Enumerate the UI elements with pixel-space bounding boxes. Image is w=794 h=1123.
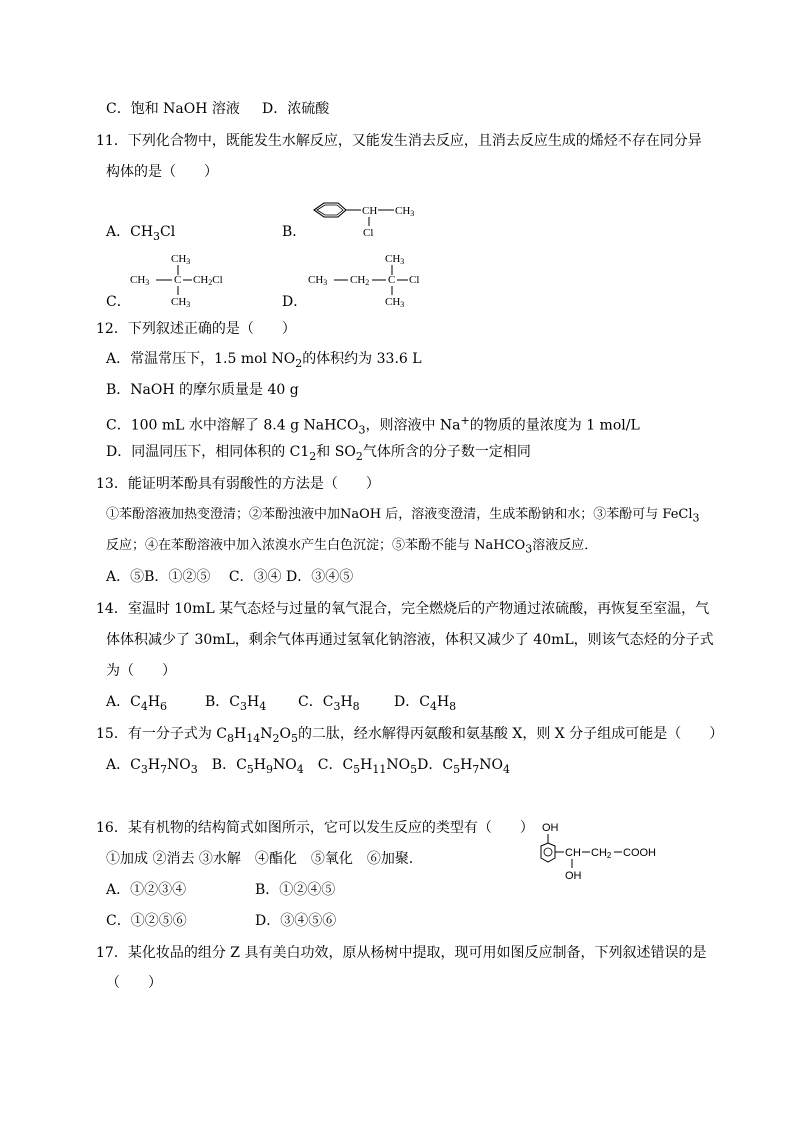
q11-option-a: A．$CH_3Cl$: [106, 224, 176, 243]
q16-structure: [528, 818, 658, 886]
q12-option-a: A．常温常压下，1.5 mol $NO_2$的体积约为 33.6 L: [106, 351, 422, 370]
q11-option-c-label: C．: [106, 294, 131, 310]
svg-text:C: C: [174, 274, 182, 286]
q14-option-b: B．$C_3H_4$: [205, 694, 267, 713]
svg-text:CH2Cl: CH2Cl: [193, 274, 223, 287]
svg-text:CH2: CH2: [591, 847, 612, 860]
q12-option-b: B．NaOH 的摩尔质量是 40 g: [106, 382, 299, 398]
q11-structure-b: [306, 196, 426, 242]
q16-option-b: B．①②④⑤: [255, 882, 336, 898]
q12-option-c: C．100 mL 水中溶解了 8.4 g NaHCO$_3$，则溶液中 Na+的物质的量浓度为 1 mol/L: [106, 414, 640, 437]
q11-structure-d: [308, 250, 423, 308]
svg-text:OH: OH: [542, 822, 559, 834]
svg-text:CH: CH: [565, 847, 581, 859]
svg-text:CH2: CH2: [350, 274, 370, 287]
svg-text:CH3: CH3: [385, 296, 405, 308]
q16-option-c: C．①②⑤⑥: [106, 913, 187, 929]
q14-stem-end: 为（ ）: [106, 663, 176, 679]
q16-option-a: A．①②③④: [106, 882, 187, 898]
q10-option-d: D．浓硫酸: [262, 101, 330, 117]
q14-option-a: A．$C_4H_6$: [106, 694, 168, 713]
svg-text:C: C: [388, 274, 396, 286]
q14-option-d: D．$C_4H_8$: [394, 694, 457, 713]
svg-text:CH3: CH3: [308, 274, 328, 287]
q15-options: A．$C_3H_7NO_3$ B．$C_5H_9NO_4$ C．$C_5H_{11}NO_5D$．$C_5H_7NO_4$: [106, 757, 511, 776]
svg-text:CH3: CH3: [395, 205, 415, 218]
q11-stem: 11．下列化合物中，既能发生水解反应，又能发生消去反应，且消去反应生成的烯烃不存在同分异: [96, 133, 702, 149]
q10-option-c: C．饱和 NaOH 溶液: [106, 101, 240, 117]
q16-stem: 16．某有机物的结构简式如图所示，它可以发生反应的类型有（ ）: [96, 820, 534, 836]
q16-option-d: D．③④⑤⑥: [255, 913, 337, 929]
q14-stem-cont: 体体积减少了 30mL，剩余气体再通过氢氧化钠溶液，体积又减少了 40mL，则该气态烃的分子式: [106, 632, 714, 648]
b-ch: CH: [362, 205, 378, 217]
q17-stem: 17．某化妆品的组分 Z 具有美白功效，原从杨树中提取，现可用如图反应制备，下列叙述错误的是: [96, 945, 707, 961]
q11-option-b-label: B．: [282, 224, 307, 240]
q17-stem-cont: （ ）: [106, 975, 162, 991]
q13-options: A．⑤B．①②⑤ C．③④ D．③④⑤: [106, 569, 354, 585]
q11-option-d-label: D．: [282, 294, 308, 310]
svg-text:OH: OH: [565, 870, 582, 882]
svg-text:CH3: CH3: [171, 253, 191, 266]
q11-structure-c: [130, 250, 245, 308]
q15-stem: 15．有一分子式为 $C_8H_{14}N_2O_5$的二肽，经水解得丙氨酸和氨基酸 X，则 X 分子组成可能是（ ）: [96, 726, 724, 745]
q13-statements-1: ①苯酚溶液加热变澄清；②苯酚浊液中加NaOH 后，溶液变澄清，生成苯酚钠和水；③苯酚可与 FeCl$_3$: [106, 507, 700, 525]
svg-text:CH3: CH3: [130, 274, 150, 287]
q16-reaction-types: ①加成 ②消去 ③水解 ④酯化 ⑤氧化 ⑥加聚．: [106, 851, 423, 867]
svg-text:Cl: Cl: [363, 227, 374, 239]
q12-stem: 12．下列叙述正确的是（ ）: [96, 321, 296, 337]
svg-text:Cl: Cl: [409, 274, 420, 286]
svg-text:CH3: CH3: [385, 253, 405, 266]
q14-stem: 14．室温时 10mL 某气态烃与过量的氧气混合，完全燃烧后的产物通过浓硫酸，再恢复至室温，气: [96, 601, 710, 617]
q12-option-d: D．同温同压下，相同体积的 $C1_2$和 $SO_2$气体所含的分子数一定相同: [106, 444, 531, 463]
q11-stem-cont: 构体的是（ ）: [106, 164, 218, 180]
svg-text:COOH: COOH: [623, 847, 656, 859]
svg-text:CH3: CH3: [171, 296, 191, 308]
q13-statements-2: 反应；④在苯酚溶液中加入浓溴水产生白色沉淀；⑤苯酚不能与 NaHCO$_3$溶液反应．: [106, 538, 598, 556]
q14-option-c: C．$C_3H_8$: [298, 694, 360, 713]
q13-stem: 13．能证明苯酚具有弱酸性的方法是（ ）: [96, 476, 380, 492]
